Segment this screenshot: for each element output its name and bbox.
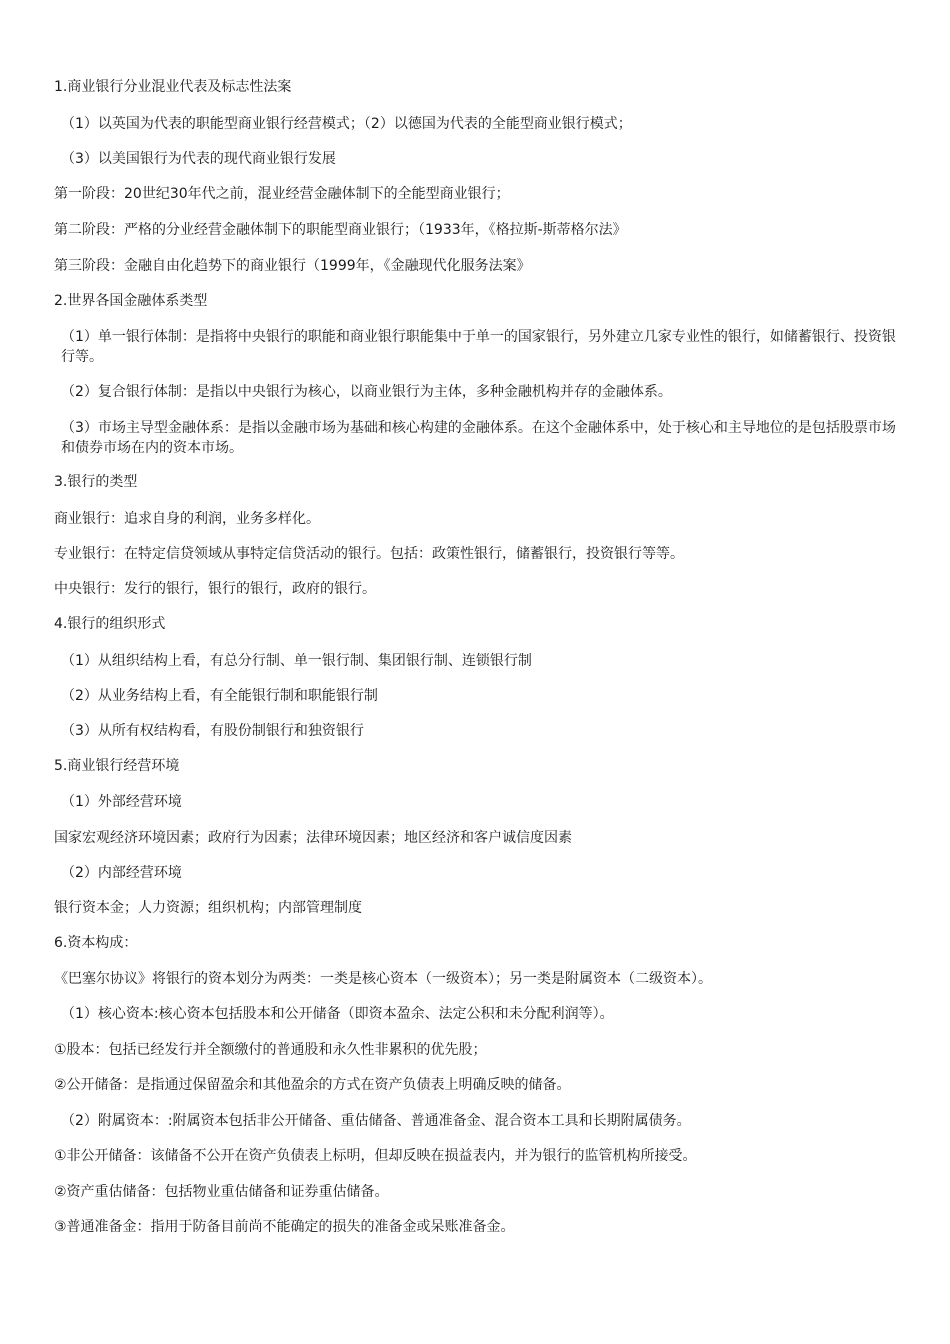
paragraph: （2）复合银行体制：是指以中央银行为核心，以商业银行为主体，多种金融机构并存的金融体系。	[61, 384, 672, 400]
paragraph: （3）以美国银行为代表的现代商业银行发展	[61, 151, 336, 167]
paragraph: 中央银行：发行的银行，银行的银行，政府的银行。	[54, 581, 376, 597]
paragraph: ①非公开储备：该储备不公开在资产负债表上标明，但却反映在损益表内，并为银行的监管机构所接受。	[54, 1148, 697, 1164]
paragraph: （2）从业务结构上看，有全能银行制和职能银行制	[61, 688, 378, 704]
paragraph: 第二阶段：严格的分业经营金融体制下的职能型商业银行；（1933年，《格拉斯-斯蒂格尔法》	[54, 222, 627, 238]
paragraph: （1）外部经营环境	[61, 794, 182, 810]
paragraph: ②公开储备：是指通过保留盈余和其他盈余的方式在资产负债表上明确反映的储备。	[54, 1077, 571, 1093]
heading-5: 5.商业银行经营环境	[54, 758, 180, 774]
paragraph: ①股本：包括已经发行并全额缴付的普通股和永久性非累积的优先股；	[54, 1042, 487, 1058]
paragraph: （1）核心资本:核心资本包括股本和公开储备（即资本盈余、法定公积和未分配利润等）。	[61, 1006, 614, 1022]
paragraph: 《巴塞尔协议》将银行的资本划分为两类：一类是核心资本（一级资本）；另一类是附属资本（二级资本）。	[54, 971, 712, 987]
paragraph: 国家宏观经济环境因素；政府行为因素；法律环境因素；地区经济和客户诚信度因素	[54, 830, 572, 846]
paragraph: （2）附属资本：:附属资本包括非公开储备、重估储备、普通准备金、混合资本工具和长期附属债务。	[61, 1113, 691, 1129]
paragraph: ②资产重估储备：包括物业重估储备和证券重估储备。	[54, 1184, 389, 1200]
heading-3: 3.银行的类型	[54, 474, 138, 490]
paragraph: 商业银行：追求自身的利润，业务多样化。	[54, 511, 320, 527]
heading-6: 6.资本构成：	[54, 935, 138, 951]
paragraph: （1）单一银行体制：是指将中央银行的职能和商业银行职能集中于单一的国家银行，另外建立几家专业性的银行，如储蓄银行、投资银行等。	[61, 329, 896, 365]
paragraph: 第一阶段：20世纪30年代之前，混业经营金融体制下的全能型商业银行；	[54, 186, 510, 202]
heading-1: 1.商业银行分业混业代表及标志性法案	[54, 79, 292, 95]
paragraph: ③普通准备金：指用于防备目前尚不能确定的损失的准备金或呆账准备金。	[54, 1219, 515, 1235]
paragraph: 银行资本金；人力资源；组织机构；内部管理制度	[54, 900, 362, 916]
paragraph: （2）内部经营环境	[61, 865, 182, 881]
paragraph: （1）以英国为代表的职能型商业银行经营模式；（2）以德国为代表的全能型商业银行模式；	[61, 116, 632, 132]
paragraph: （3）市场主导型金融体系：是指以金融市场为基础和核心构建的金融体系。在这个金融体系中，处于核心和主导地位的是包括股票市场和债券市场在内的资本市场。	[61, 420, 896, 456]
paragraph: 专业银行：在特定信贷领域从事特定信贷活动的银行。包括：政策性银行，储蓄银行，投资银行等等。	[54, 546, 684, 562]
paragraph: （3）从所有权结构看，有股份制银行和独资银行	[61, 723, 364, 739]
paragraph: （1）从组织结构上看，有总分行制、单一银行制、集团银行制、连锁银行制	[61, 653, 532, 669]
heading-2: 2.世界各国金融体系类型	[54, 293, 208, 309]
paragraph: 第三阶段：金融自由化趋势下的商业银行（1999年，《金融现代化服务法案》	[54, 258, 531, 274]
heading-4: 4.银行的组织形式	[54, 616, 166, 632]
